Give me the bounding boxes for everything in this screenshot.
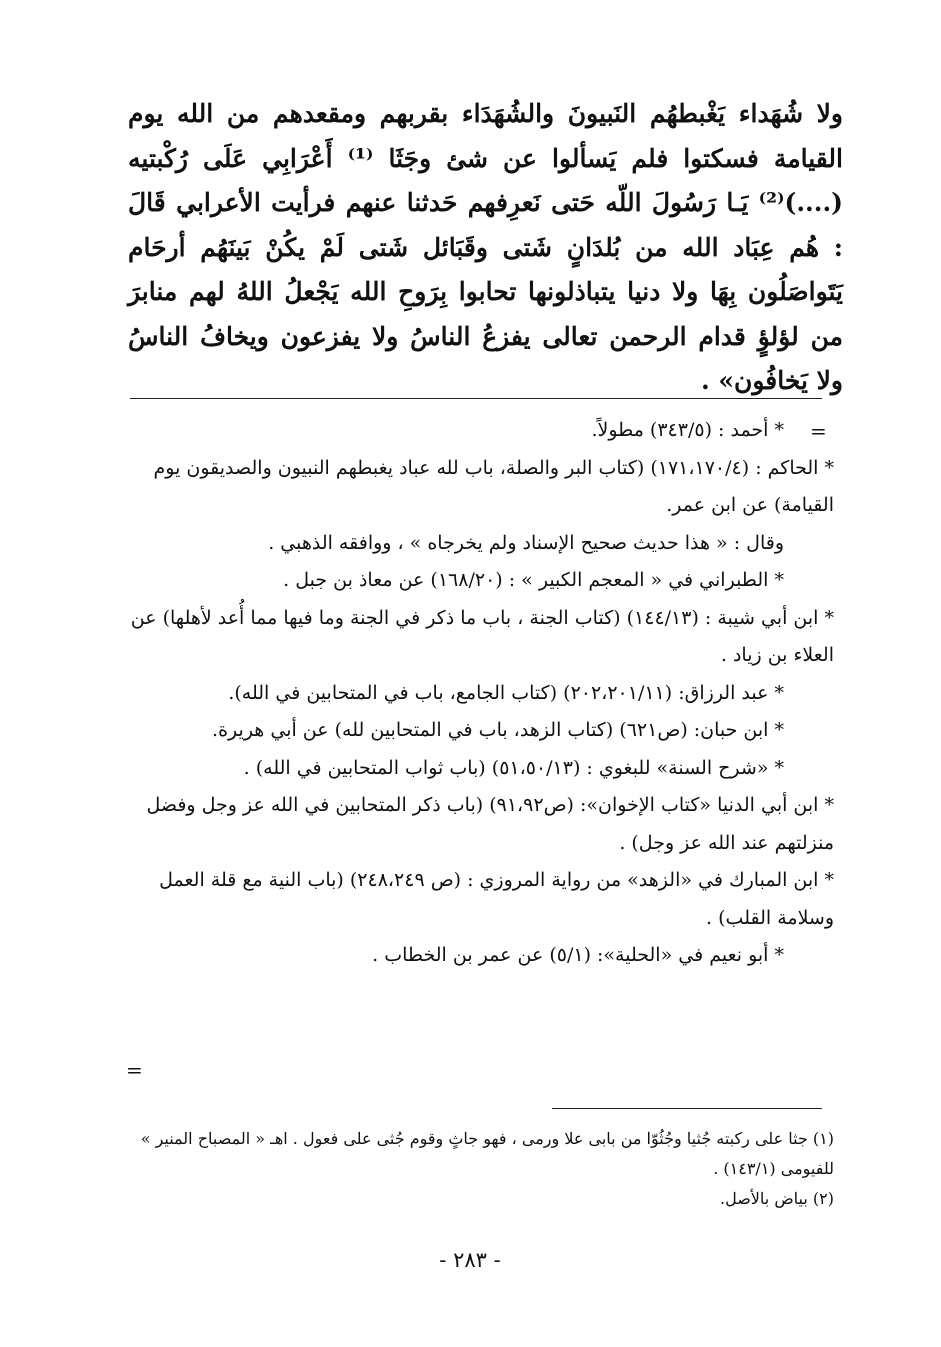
takhrij-baghawi: * «شرح السنة» للبغوي : (٥١،٥٠/١٣) (باب ثواب المتحابين في الله) .	[243, 756, 784, 779]
takhrij-tabarani: * الطبراني في « المعجم الكبير » : (١٦٨/٢٠) عن معاذ بن جبل .	[283, 569, 784, 591]
footnotes	[122, 1124, 834, 1214]
takhrij-hakim-qal: وقال : « هذا حديث صحيح الإسناد ولم يخرجاه » ، ووافقه الذهبي .	[268, 531, 784, 554]
continuation-mark-bottom: =	[126, 1058, 143, 1082]
takhrij-ibn-hibban: * ابن حبان: (ص٦٢١) (كتاب الزهد، باب في المتحابين لله) عن أبي هريرة.	[212, 719, 784, 741]
continuation-mark-top: =	[810, 419, 827, 443]
takhrij-ahmad: * أحمد : (٣٤٣/٥) مطولاً.	[591, 419, 784, 441]
takhrij-section	[118, 412, 834, 975]
takhrij-hakim: * الحاكم : (١٧١،١٧٠/٤) (كتاب البر والصلة، باب لله عباد يغبطهم النبيون والصديقون يوم القيامة) عن ابن عمر.	[153, 456, 834, 516]
main-separator-rule	[130, 398, 822, 399]
takhrij-abd-al-razzaq: * عبد الرزاق: (٢٠٢،٢٠١/١١) (كتاب الجامع، باب في المتحابين في الله).	[228, 681, 784, 704]
takhrij-ibn-abi-al-dunya: * ابن أبي الدنيا «كتاب الإخوان»: (ص٩١،٩٢) (باب ذكر المتحابين في الله عز وجل وفضل منزلتهم عند الله عز وجل) .	[146, 794, 834, 854]
footnote-separator-rule	[552, 1108, 822, 1109]
page-number: - ٢٨٣ -	[439, 1248, 501, 1272]
footnote-1: (١) جثا على ركبته جُثيا وجُثُوّا من بابى علا ورمى ، فهو جاثٍ وقوم جُثى على فعول . اهـ « المصباح المنير » للفيومى (١٤٣/١) .	[140, 1129, 834, 1178]
takhrij-ibn-abi-shaybah: * ابن أبي شيبة : (١٤٤/١٣) (كتاب الجنة ، باب ما ذكر في الجنة وما فيها مما أُعد لأهلها) عن العلاء بن زياد .	[130, 606, 834, 666]
takhrij-ibn-al-mubarak: * ابن المبارك في «الزهد» من رواية المروزي : (ص ٢٤٨،٢٤٩) (باب النية مع قلة العمل وسلامة القلب) .	[159, 869, 834, 929]
takhrij-abu-nuaym: * أبو نعيم في «الحلية»: (٥/١) عن عمر بن الخطاب .	[372, 944, 784, 966]
footnote-2: (٢) بياض بالأصل.	[720, 1189, 834, 1208]
main-hadith-text: ولا شُهَداء يَغْبطهُم النَبيونَ والشُهَدَاء بقربهم ومقعدهم من الله يوم القيامة فسكتوا فلم يَسألوا عن شئ وجَثَا ⁽¹⁾ أَعْرَابِي عَلَى رُكْبتيه (....)⁽²⁾ يَـا رَسُولَ اللّه حَتى نَعرِفهم حَدثنا عنهم فرأيت الأعرابي قَالَ : هُم عِبَاد الله من بُلدَانٍ شَتى وقَبَائل شَتى لَمْ يكُنْ بَينَهُم أرحَام يَتَواصَلُون بِهَا ولا دنيا يتباذلونها تحابوا بِرَوحِ الله يَجْعلُ اللهُ لهم منابرَ من لؤلؤٍ قدام الرحمن تعالى يفزعُ الناسُ ولا يفزعون ويخافُ الناسُ ولا يَخافُون» .	[128, 99, 843, 395]
